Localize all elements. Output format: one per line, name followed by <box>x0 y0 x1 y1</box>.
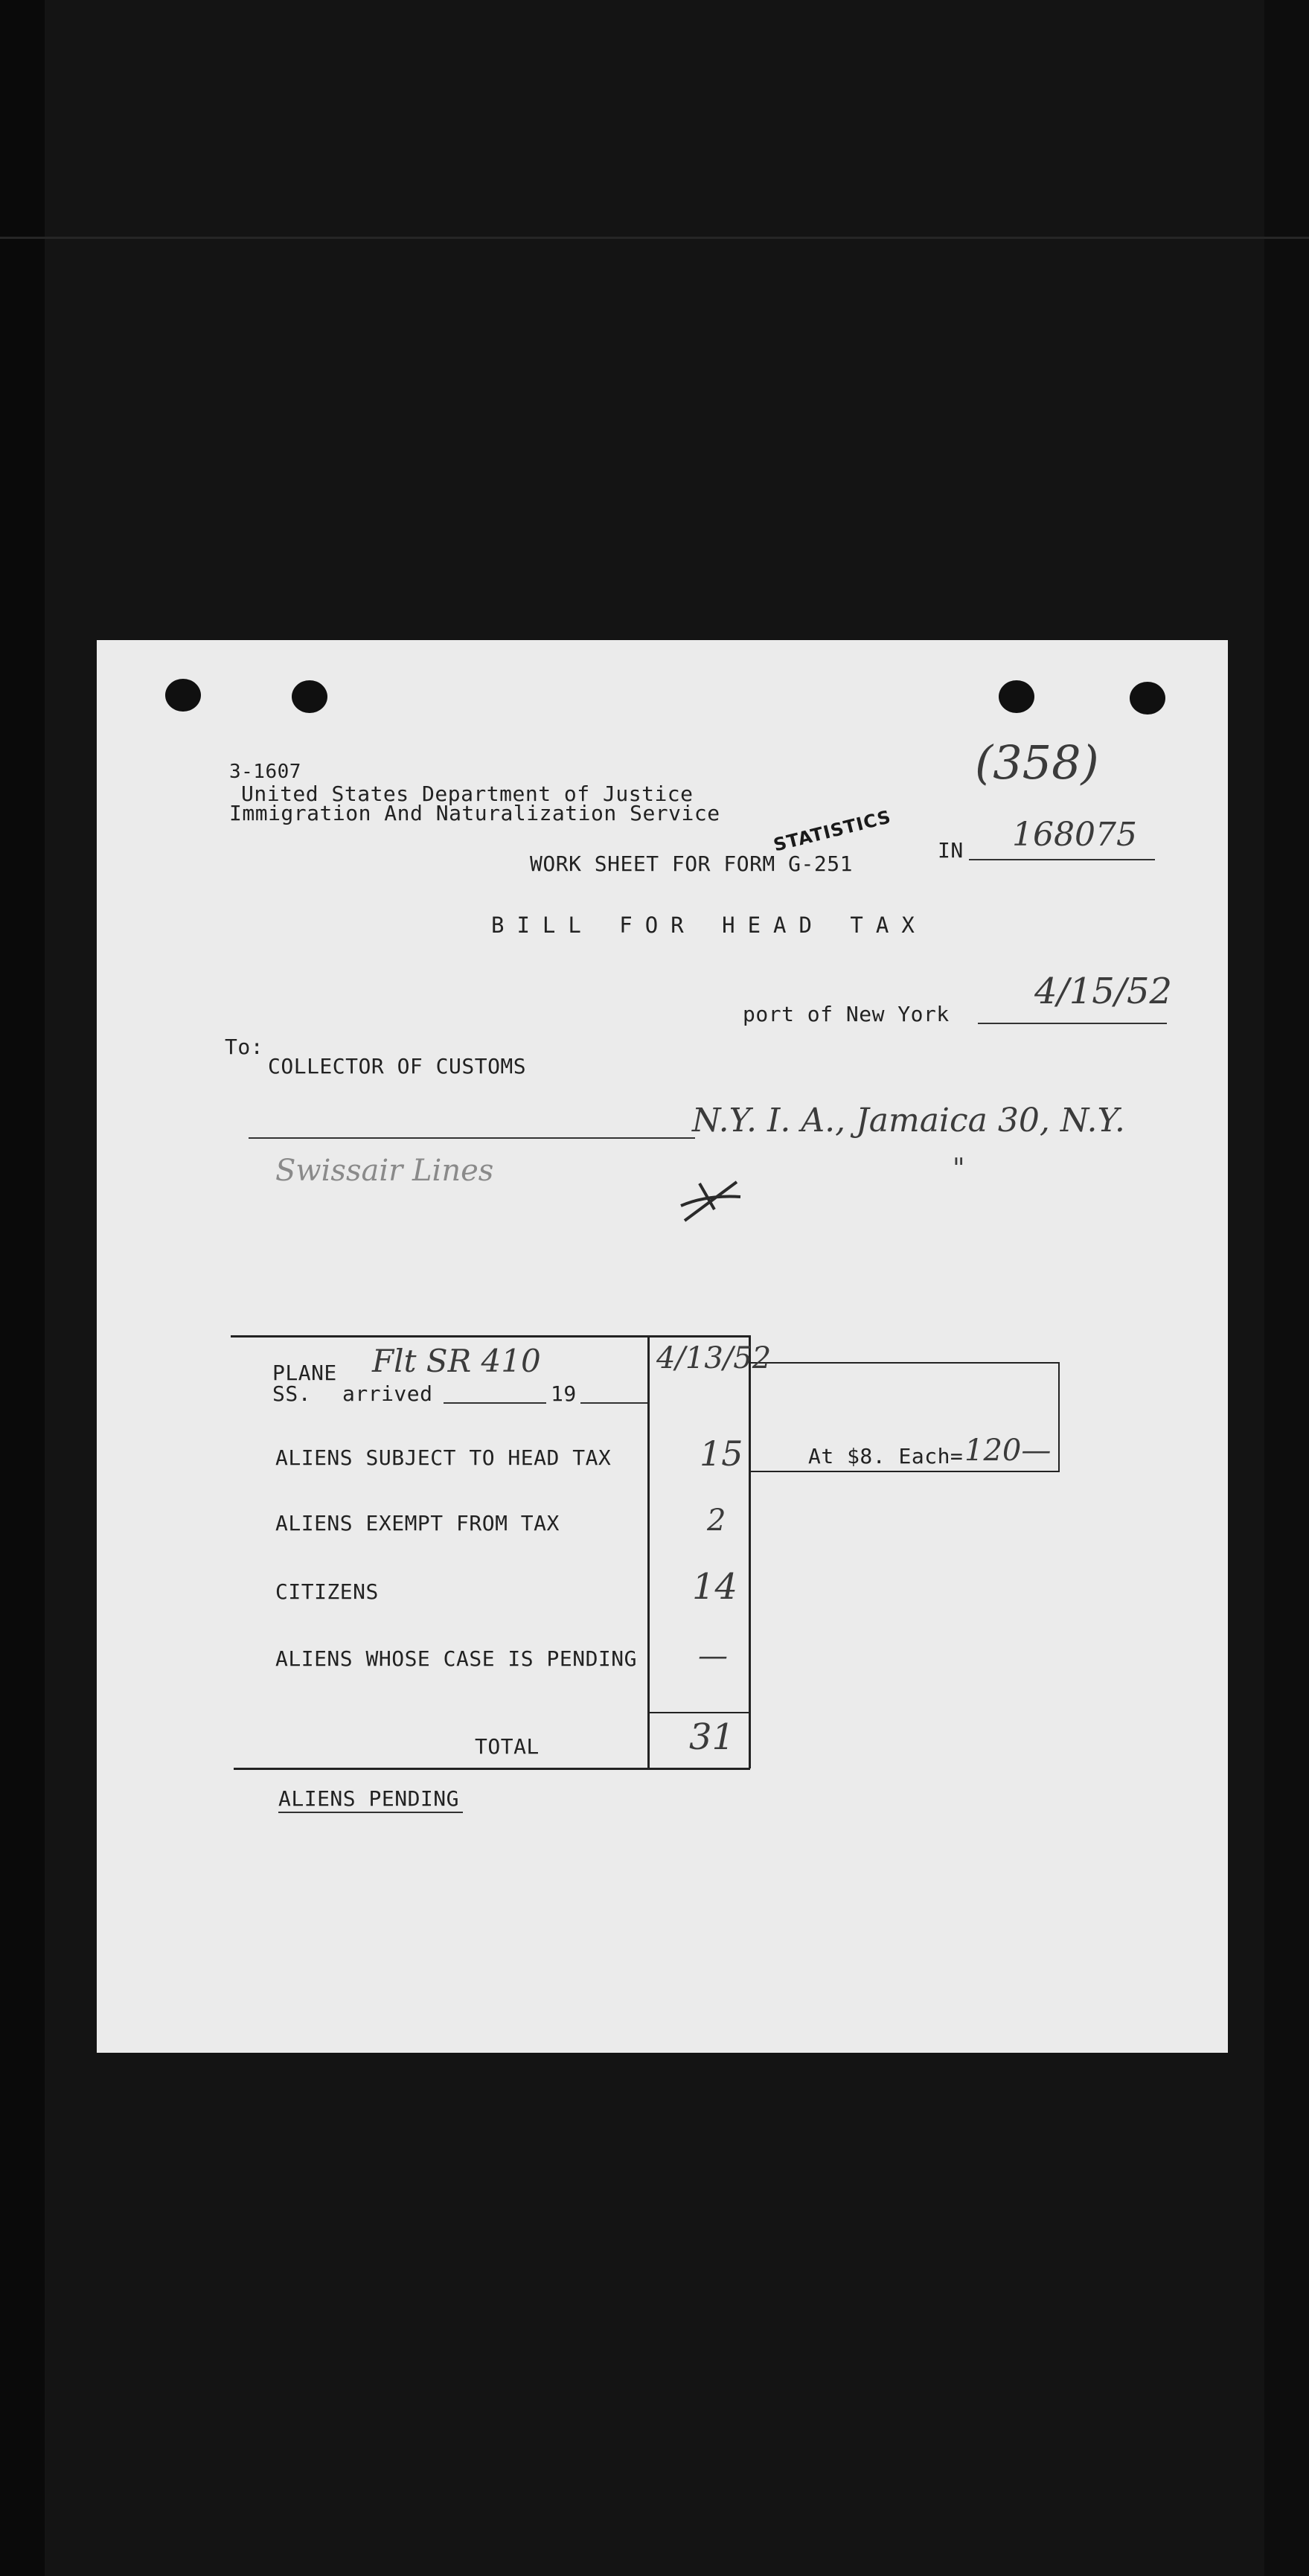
total-rule <box>647 1712 749 1713</box>
service-name: Immigration And Naturalization Service <box>229 801 720 825</box>
aliens-pending-underline <box>278 1812 463 1813</box>
document-sheet <box>97 640 1228 2053</box>
bill-title: BILL FOR HEAD TAX <box>491 913 927 938</box>
statistics-stamp: STATISTICS <box>771 806 894 856</box>
total-label: TOTAL <box>475 1734 540 1759</box>
punch-hole <box>292 680 327 713</box>
punch-hole <box>165 679 201 712</box>
in-label: IN <box>938 838 964 863</box>
file-number: (358) <box>975 735 1099 790</box>
table-bottom-rule <box>234 1768 750 1770</box>
addressee: COLLECTOR OF CUSTOMS <box>268 1054 527 1078</box>
row-value-exempt: 2 <box>707 1503 726 1538</box>
date-underline <box>978 1023 1167 1024</box>
punch-hole <box>1130 682 1165 715</box>
flight-number: Flt SR 410 <box>372 1343 541 1379</box>
row-value-pending: — <box>698 1639 728 1673</box>
punch-hole <box>999 680 1034 713</box>
table-top-rule <box>231 1335 749 1337</box>
row-label-citizens: CITIZENS <box>275 1579 379 1604</box>
to-label: To: <box>225 1035 264 1059</box>
form-number: 3-1607 <box>229 761 301 783</box>
department-name: United States Department of Justice <box>241 782 694 806</box>
arrival-date: 4/13/52 <box>656 1341 772 1375</box>
film-frame-line <box>0 237 1309 239</box>
in-number: 168075 <box>1012 816 1137 854</box>
arrived-label: arrived <box>342 1381 433 1406</box>
rate-text: At $8. Each= <box>808 1444 964 1468</box>
port-location: N.Y. I. A., Jamaica 30, N.Y. <box>692 1102 1125 1140</box>
total-value: 31 <box>689 1716 735 1758</box>
row-label-pending: ALIENS WHOSE CASE IS PENDING <box>275 1646 638 1671</box>
row-label-subject: ALIENS SUBJECT TO HEAD TAX <box>275 1445 612 1470</box>
aliens-pending-label: ALIENS PENDING <box>278 1786 460 1811</box>
arrived-underline-1 <box>444 1402 546 1404</box>
airline-name: Swissair Lines <box>275 1154 494 1188</box>
row-label-exempt: ALIENS EXEMPT FROM TAX <box>275 1511 560 1535</box>
table-divider-right <box>749 1335 751 1768</box>
plane-label: PLANE <box>272 1361 337 1385</box>
rate-box-right <box>1058 1362 1060 1472</box>
rate-box-top <box>749 1362 1060 1364</box>
bill-date: 4/15/52 <box>1034 971 1173 1012</box>
row-value-citizens: 14 <box>692 1566 738 1608</box>
work-sheet-title: WORK SHEET FOR FORM G-251 <box>530 851 853 876</box>
year-prefix: 19 <box>551 1381 577 1406</box>
table-divider-left <box>647 1335 650 1768</box>
address-line <box>249 1137 695 1139</box>
arrived-underline-2 <box>580 1402 647 1404</box>
row-value-subject: 15 <box>700 1434 743 1474</box>
film-edge-left <box>0 0 45 2576</box>
in-underline <box>969 859 1155 860</box>
rate-total: 120— <box>964 1434 1052 1468</box>
rate-box-bottom <box>749 1471 1060 1472</box>
ss-label: SS. <box>272 1381 312 1406</box>
port-label: port of New York <box>743 1002 950 1026</box>
ditto-mark: " <box>953 1154 965 1184</box>
handwritten-mark <box>670 1154 752 1228</box>
film-edge-right <box>1264 0 1309 2576</box>
